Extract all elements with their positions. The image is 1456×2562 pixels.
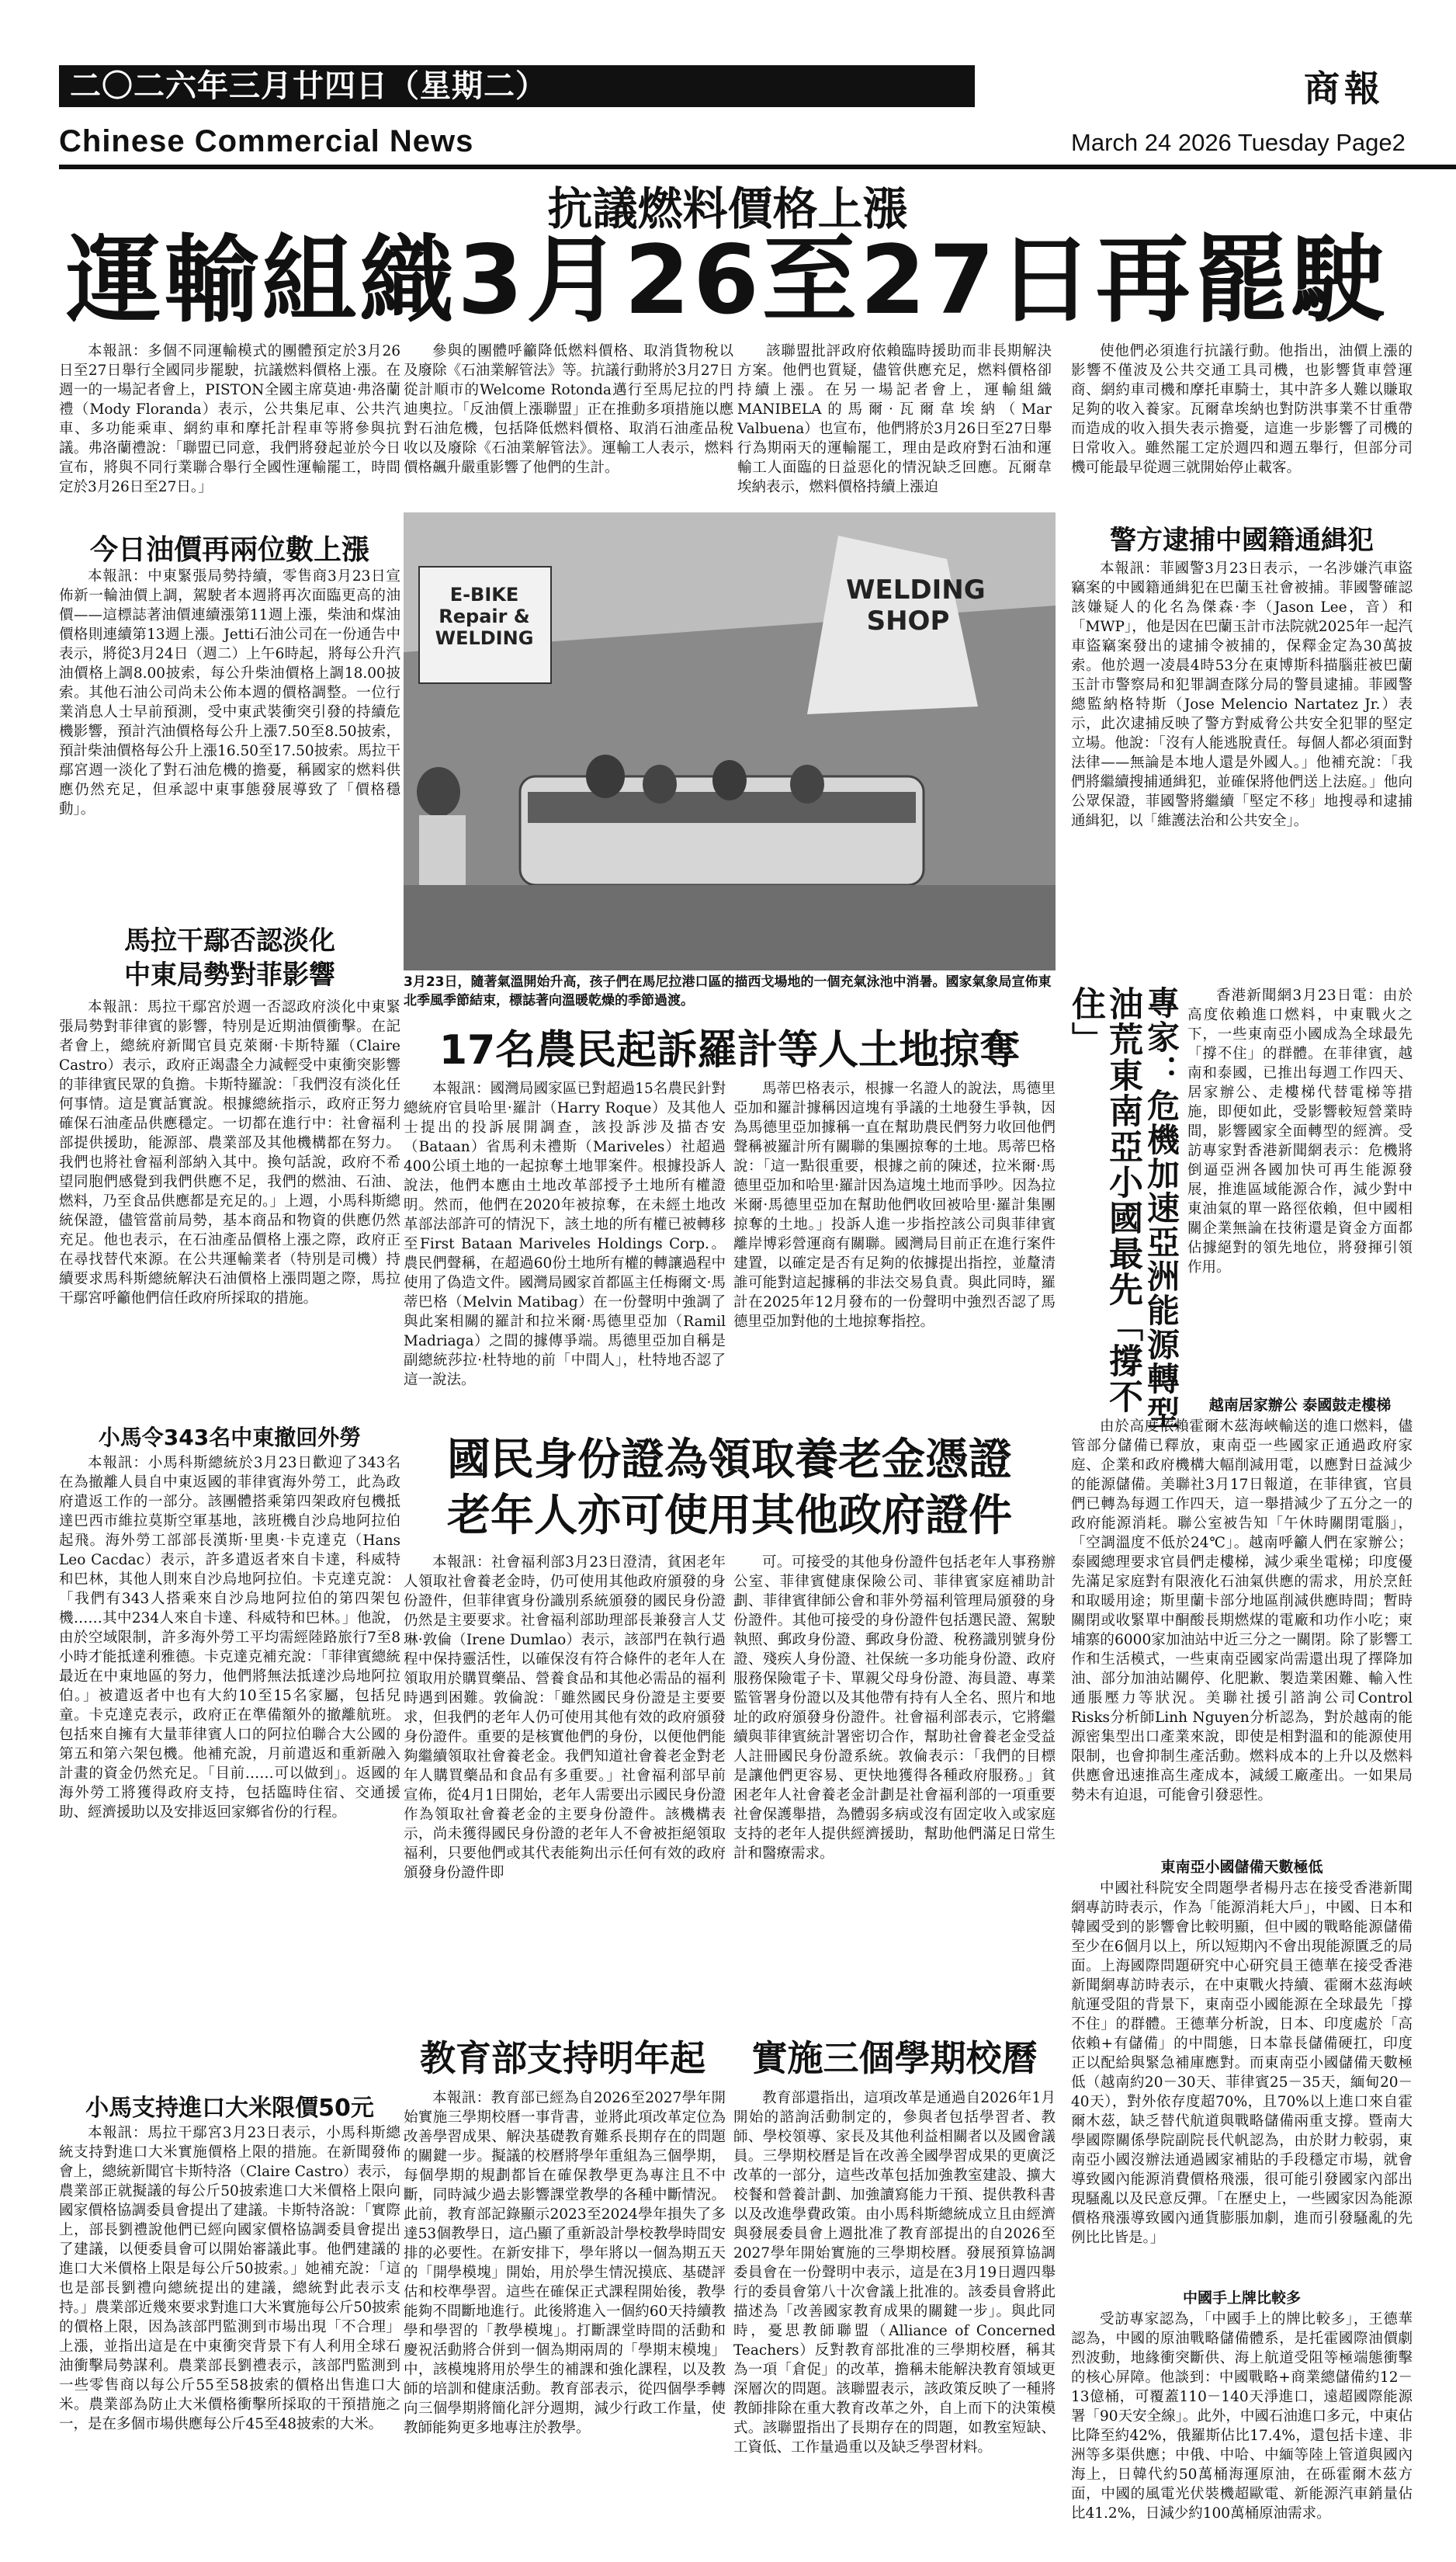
arrest-headline: 警方逮捕中國籍通緝犯 [1110, 525, 1374, 556]
palace-headline [59, 924, 400, 992]
photo-sign-left: E-BIKE Repair & WELDING [435, 584, 534, 649]
news-photo [404, 512, 1056, 970]
dateline-bar: 二〇二六年三月廿四日（星期二） [59, 65, 975, 107]
oil-body: 本報訊：中東緊張局勢持續，零售商3月23日宣佈新一輪油價上調，駕駛者本週將再次面臨更高的油價——這標誌著油價連續漲第11週上漲，柴油和煤油價格則連續第13週上漲。Jetti石油公司在一份通告中表示，將從3月24日（週二）上午6時起，將每公升汽油價格上調8.00披索，每公升柴油價格上調18.00披索。其他石油公司尚未公佈本週的價格調整。一位行業消息人士早前預測，受中東武裝衝突引發的持續危機影響，預計汽油價格每公升上漲7.50至8.50披索，預計柴油價格每公升上漲16.50至17.50披索。馬拉干鄢宮週一淡化了對石油危機的擔憂，稱國家的燃料供應仍然充足，但承認中東事態發展導致了「價格穩動」。 [59, 568, 400, 818]
pension-column-1: 本報訊：社會福利部3月23日澄清，貧困老年人領取社會養老金時，仍可使用其他政府頒發的身份證件，但菲律賓身份識別系統頒發的國民身份證仍然是主要要求。社會福利部助理部長兼發言人艾琳·敦倫（Irene Dumlao）表示，該部門在執行過程中保持靈活性，以確保沒有符合條件的老年人在領取用於購買藥品、營養食品和其他必需品的福利時遇到困難。敦倫說：「雖然國民身份證是主要要求，但我們的老年人仍可使用其他有效的政府頒發身份證件。重要的是核實他們的身份，以便他們能夠繼續領取社會養老金。我們知道社會養老金對老年人購買藥品和食品有多重要。」社會福利部早前宣佈，從4月1日開始，老年人需要出示國民身份證作為領取社會養老金的主要身份證件。該機構表示，尚未獲得國民身份證的老年人不會被拒絕領取福利，只要他們或其代表能夠出示任何有效的政府頒發身份證件即 [404, 1554, 726, 1881]
rice-headline: 小馬支持進口大米限價50元 [85, 2095, 374, 2122]
lead-headline: 運輸組織3月26至27日再罷駛 [66, 225, 1389, 335]
experts-body-1: 由於高度依賴霍爾木茲海峽輸送的進口燃料，儘管部分儲備已釋放，東南亞一些國家正通過政府家庭、企業和政府機構大幅削減用電，以應對日益減少的能源儲備。美聯社3月17日報道，在菲律賓，官員們已轉為每週工作四天，這一舉措減少了五分之一的政府能源消耗。聯公室被告知「午休時關閉電腦」，「空調溫度不低於24℃」。越南呼籲人們在家辦公；泰國總理要求官員們走樓梯，減少乘坐電梯；印度優先滿足家庭對有限液化石油氣供應的需求，用於烹飪和取暖用途；斯里蘭卡部分地區削減供應時間；暫時關閉或收緊單中酮酸長期燃煤的電廠和功作小吃；柬埔寨的6000家加油站中近三分之一關閉。除了影響工作和生活模式，一些東南亞國家尚需還出現了擇降加油、部分加油站關停、化肥歉、製造業困難、輸入性通脹壓力等狀況。美聯社援引諮詢公司Control Risks分析師Linh Nguyen分析認為，對於越南的能源密集型出口產業來說，即使是相對溫和的能源使用限制，也會抑制生產活動。燃料成本的上升以及燃料供應會迅速推高生產成本，減緩工廠產出。一如果局勢未有迫退，可能會引發惡性。 [1071, 1418, 1413, 1803]
pension-headline [404, 1432, 1056, 1544]
school-column-1: 本報訊：教育部已經為自2026至2027學年開始實施三學期校曆一事背書，並將此項改革定位為改善學習成果、解決基礎教育難系長期存在的問題的關鍵一步。擬議的校曆將學年重組為三個學期，每個學期的規劃都旨在確保教學更為專注且不中斷，同時減少過去影響課堂教學的各種中斷情況。此前，教育部記錄顯示2023至2024學年損失了多達53個教學日，這凸顯了重新設計學校教學時間安排的必要性。在新安排下，學年將以一個為期五天的「開學模塊」開始，用於學生情況摸底、基礎評估和校準學習。這些在確保正式課程開始後，教學能夠不間斷地進行。此後將進入一個約60天持續教學和學習的「教學模塊」。打斷課堂時間的活動和慶祝活動將合併到一個為期兩周的「學期末模塊」中，該模塊將用於學生的補課和強化課程，以及教師的培訓和健康活動。教育部表示，從四個學季轉向三個學期將簡化評分週期，減少行政工作量，使教師能夠更多地專注於教學。 [404, 2090, 726, 2436]
school-column-2: 教育部還指出，這項改革是通過自2026年1月開始的諮詢活動制定的，參與者包括學習者、教師、學校領導、家長及其他利益相關者以及國會議員。三學期校曆是旨在改善全國學習成果的更廣泛改革的一部分，這些改革包括加強教室建設、擴大校餐和營養計劃、加強讀寫能力干預、提供教科書以及改進學費政策。由小馬科斯總統成立且由經濟與發展委員會上週批准了教育部提出的自2026至2027學年開始實施的三學期校曆。發展預算協調委員會在一份聲明中表示，這是在3月19日週四舉行的委員會第八十次會議上批准的。該委員會將此描述為「改善國家教育成果的關鍵一步」。與此同時，憂思教師聯盟（Alliance of Concerned Teachers）反對教育部批准的三學期校曆，稱其為一項「倉促」的改革，擔稱未能解決教育領域更深層次的問題。該聯盟表示，該政策反映了一種將教師排除在重大教育改革之外，自上而下的決策模式。該聯盟指出了長期存在的問題，如教室短缺、工資低、工作量過重以及缺乏學習材料。 [733, 2090, 1056, 2456]
farmers-column-1: 本報訊：國灣局國家區已對超過15名農民針對總統府官員哈里·羅計（Harry Roque）及其他人士提出的投訴展開調查，該投訴涉及描杏安（Bataan）省馬利未禮斯（Mariveles）社超過400公頃土地的一起掠奪土地罪案件。根據投訴人說法，他們本應由土地改革部授予土地所有權證明。然而，他們在2020年被掠奪，在未經土地改革部法部許可的情況下，該土地的所有權已被轉移至First Bataan Mariveles Holdings Corp.。農民們聲稱，在超過60份土地所有權的轉讓過程中使用了偽造文件。國灣局國家首都區主任梅爾文·馬蒂巴格（Melvin Matibag）在一份聲明中強調了與此案相關的羅計和拉米爾·馬德里亞加（Ramil Madriaga）之間的據傳爭端。馬德里亞加自稱是副總統莎拉·杜特地的前「中間人」，杜特地否認了這一說法。 [404, 1081, 726, 1388]
palace-body: 本報訊：馬拉干鄢宮於週一否認政府淡化中東緊張局勢對菲律賓的影響，特別是近期油價衝擊。在記者會上，總統府新聞官員克萊爾·卡斯特羅（Claire Castro）表示，政府正竭盡全力減輕受中東衝突影響的菲律賓民眾的負擔。卡斯特羅說：「我們沒有淡化任何事情。這是實話實說。根據總統指示，政府正努力確保石油產品供應穩定。一切都在進行中：社會福利部提供援助，能源部、農業部及其他機構都在努力。我們也將社會福利部納入其中。換句話說，政府不希望同胞們感覺到我們供應不足，我們的燃油、石油、燃料，乃至食品供應都是充足的。」上週，小馬科斯總統保證，儘管當前局勢，基本商品和物資的供應仍然充足。他也表示，在石油產品價格上漲之際，政府正在尋找替代來源。在公共運輸業者（特別是司機）持續要求馬科斯總統解決石油價格上漲問題之際，馬拉干鄢宮呼籲他們信任政府所採取的措施。 [59, 999, 400, 1307]
palace-headline-line-1: 馬拉干鄢否認淡化 [124, 925, 335, 956]
brand-logo: 商報 [1304, 68, 1385, 109]
lead-kicker: 抗議燃料價格上漲 [547, 182, 908, 235]
oil-headline: 今日油價再兩位數上漲 [89, 534, 369, 566]
experts-body-3: 受訪專家認為，「中國手上的牌比較多」，王德華認為，中國的原油戰略儲備體系，是托霍國際油價劇烈波動，地緣衝突斷供、海上航道受阻等極端態衝擊的核心屏障。他談到：中國戰略+商業總儲備約12－13億桶，可覆蓋110－140天淨進口，遠超國際能源署「90天安全線」。此外，中國石油進口多元，中東佔比降至約42%，俄羅斯佔比17.4%，還包括卡達、非洲等多渠供應；中俄、中哈、中緬等陸上管道與國內海上，日韓代約50萬桶海運原油，在砾霍爾木茲方面，中國的風電光伏裝機超歐電、新能源汽車銷量佔比41.2%，日減少約100萬桶原油需求。 [1071, 2311, 1413, 2522]
lead-column-3: 該聯盟批評政府依賴臨時援助而非長期解決方案。他們也質疑，儘管供應充足，燃料價格卻持續上漲。在另一場記者會上，運輸組織MANIBELA的馬爾·瓦爾韋埃納（Mar Valbuena）也宣布，他們將於3月26日至27日舉行為期兩天的運輸罷工，理由是政府對石油和運輸工人面臨的日益惡化的情況缺乏回應。瓦爾韋埃納表示，燃料價格持續上漲迫 [737, 343, 1052, 495]
page-info: March 24 2026 Tuesday Page2 [1071, 129, 1406, 156]
experts-title-vertical-2: 專家：危機加速亞洲能源轉型 [1142, 986, 1180, 1430]
experts-subheading-3: 中國手上牌比較多 [1182, 2289, 1301, 2307]
pension-column-2: 可。可接受的其他身份證件包括老年人事務辦公室、菲律賓健康保險公司、菲律賓家庭補助計劃、菲律賓律師公會和菲外勞福利管理局頒發的身份證件。其他可接受的身份證件包括選民證、駕駛執照、郵政身份證、郵政身份證、稅務識別號身份證、殘疾人身份證、社保統一多功能身份證、政府服務保險電子卡、單親父母身份證、海員證、專業監管署身份證以及其他帶有持有人全名、照片和地址的政府頒發身份證件。社會福利部表示，它將繼續與菲律賓統計署密切合作，幫助社會養老金受益人註冊國民身份證系統。敦倫表示：「我們的目標是讓他們更容易、更快地獲得各種政府服務。」貧困老年人社會養老金計劃是社會福利部的一項重要社會保護舉措，為體弱多病或沒有固定收入或家庭支持的老年人提供經濟援助，幫助他們滿足日常生計和醫療需求。 [733, 1554, 1056, 1862]
lead-column-4: 使他們必須進行抗議行動。他指出，油價上漲的影響不僅波及公共交通工具司機，也影響貨車營運商、網約車司機和摩托車騎士，其中許多人難以賺取足夠的收入養家。瓦爾韋埃納也對防洪事業不甘重帶而造成的收入損失表示擔憂，這進一步影響了司機的日常收入。雖然罷工定於週四和週五舉行，但部分司機可能最早從週三就開始停止載客。 [1071, 343, 1413, 476]
photo-sign-right: WELDING SHOP [846, 575, 986, 637]
palace-headline-line-2: 中東局勢對菲影響 [124, 960, 335, 991]
pension-headline-line-1: 國民身份證為領取養老金憑證 [447, 1435, 1012, 1485]
school-headline-left: 教育部支持明年起 [420, 2037, 705, 2079]
school-headline-right: 實施三個學期校曆 [751, 2037, 1038, 2079]
experts-subheading-1: 越南居家辦公 泰國鼓走樓梯 [1208, 1397, 1392, 1414]
pension-headline-line-2: 老年人亦可使用其他政府證件 [447, 1491, 1012, 1541]
rice-body: 本報訊：馬拉干鄢宮3月23日表示，小馬科斯總統支持對進口大米實施價格上限的措施。在新聞發佈會上，總統新聞官卡斯特洛（Claire Castro）表示，農業部正就擬議的每公斤50披索進口大米價格上限向國家價格協調委員會提出了建議。卡斯特洛說：「實際上，部長劉禮說他們已經向國家價格協調委員會提出了建議，以便委員會可以開始審議此事。他們建議的進口大米價格上限是每公斤50披索。」她補充說：「這也是部長劉禮向總統提出的建議，總統對此表示支持。」農業部近幾來要求對進口大米實施每公斤50披索的價格上限，因為該部門監測到市場出現「不合理」上漲，並指出這是在中東衝突背景下有人利用全球石油衝擊局勢謀利。農業部長劉禮表示，該部門監測到一些零售商以每公斤55至58披索的價格出售進口大米。農業部為防止大米價格衝擊所採取的干預措施之一，是在多個市場供應每公斤45至48披索的大米。 [59, 2125, 400, 2432]
lead-column-2: 參與的團體呼籲降低燃料價格、取消貨物稅以及廢除《石油業解管法》等。抗議行動將於3月27日從計順市的Welcome Rotonda邁行至馬尼拉的門迪奧拉。「反油價上漲聯盟」正在推動多項措施以應對石油危機，包括降低燃料價格、取消石油產品稅收以及廢除《石油業解管法》。運輸工人表示，燃料價格飆升嚴重影響了他們的生計。 [404, 343, 733, 476]
experts-intro: 香港新聞網3月23日電：由於高度依賴進口燃料，中東戰火之下，一些東南亞小國成為全球最先「撐不住」的群體。在菲律賓，越南和泰國，已推出每週工作四天、居家辦公、走樓梯代替電梯等措施，即便如此，受影響較短營業時間，影響國家全面轉型的經濟。受訪專家對香港新聞網表示：危機將倒逼亞洲各國加快可再生能源發展，推進區域能源合作，減少對中東油氣的單一路徑依賴，但中國相關企業無論在技術還是資金方面都佔據絕對的領先地位，將發揮引領作用。 [1187, 988, 1413, 1276]
farmers-column-2: 馬蒂巴格表示，根據一名證人的說法，馬德里亞加和羅計據稱因這塊有爭議的土地發生爭執，因為馬德里亞加據稱一直在幫助農民們努力收回他們聲稱被羅計所有關聯的集團掠奪的土地。馬蒂巴格說：「這一點很重要，根據之前的陳述，拉米爾·馬德里亞加和哈里·羅計因為這塊土地而爭吵。因為拉米爾·馬德里亞加在幫助他們收回被哈里·羅計集團掠奪的土地。」投訴人進一步指控該公司與菲律賓離岸博彩營運商有關聯。國灣局目前正在進行案件建置，以確定是否有足夠的依據提出指控，並釐清誰可能對這起據稱的非法交易負責。與此同時，羅計在2025年12月發布的一份聲明中強烈否認了馬德里亞加對他的土地掠奪指控。 [733, 1081, 1056, 1330]
repatriation-headline: 小馬令343名中東撤回外勞 [98, 1425, 362, 1450]
experts-body-2: 中國社科院安全問題學者楊丹志在接受香港新聞網專訪時表示，作為「能源消耗大戶」，中國、日本和韓國受到的影響會比較明顯，但中國的戰略能源儲備至少在6個月以上，所以短期內不會出現能源匱乏的局面。上海國際問題研究中心研究員王德華在接受香港新聞網專訪時表示，在中東戰火持續、霍爾木茲海峽航運受阻的背景下，東南亞小國能源在全球最先「撐不住」的群體。王德華分析說，日本、印度處於「高依賴+有儲備」的中間態，日本靠長儲備硬扛，印度正以配給與緊急補庫應對。而東南亞小國儲備天數極低（越南約20－30天、菲律賓25－35天，緬甸20－40天），對外依存度超70%，且70%以上進口來自霍爾木茲，缺乏替代航道與戰略儲備兩重支撐。暨南大學國際關係學院副院長代帆認為，由於財力較弱，東南亞小國沒辦法通過國家補貼的手段穩定市場，就會導致國內能源消費價格飛漲，很可能引發國家內部出現騷亂以及民意反彈。「在歷史上，一些國家因為能源價格飛漲導致國內通貨膨脹加劇，進而引發騷亂的先例比比皆是。」 [1071, 1880, 1413, 2246]
masthead-rule [59, 165, 1456, 169]
arrest-body: 本報訊：菲國警3月23日表示，一名涉嫌汽車盜竊案的中國籍通緝犯在巴蘭玉社會被捕。菲國警確認該嫌疑人的化名為傑森·李（Jason Lee，音）和「MWP」，他是因在巴蘭玉計市法院就2025年一起汽車盜竊案發出的逮捕令被捕的，保釋金定為30萬披索。他於週一凌晨4時53分在東博斯科描腦莊被巴蘭玉計市警察局和犯罪調查隊分局的警員逮捕。菲國警總監納格特斯（Jose Melencio Nartatez Jr.）表示，此次逮捕反映了警方對威脅公共安全犯罪的堅定立場。他說：「沒有人能逃脫責任。每個人都必須面對法律——無論是本地人還是外國人。」他補充說：「我們將繼續搜捕通緝犯，並確保將他們送上法庭。」他向公眾保證，菲國警將繼續「堅定不移」地搜尋和逮捕通緝犯，以「維護法治和公共安全」。 [1071, 561, 1413, 829]
lead-column-1: 本報訊：多個不同運輸模式的團體預定於3月26日至27日舉行全國同步罷駛，抗議燃料價格上漲。在週一的一場記者會上，PISTON全國主席莫迪·弗洛蘭禮（Mody Floranda）表示，公共集尼車、公共汽車、多功能乘車、網約車和摩托計程車等將參與抗議。弗洛蘭禮說：「聯盟已同意，我們將發起並於今日宣布，將與不同行業聯合舉行全國性運輸罷工，時間定於3月26日至27日。」 [59, 343, 400, 495]
masthead-title: Chinese Commercial News [59, 124, 474, 158]
repatriation-body: 本報訊：小馬科斯總統於3月23日歡迎了343名在為撤離人員自中東返國的菲律賓海外勞工，此為政府遣返工作的一部分。該團體搭乘第四架政府包機抵達巴西市維拉莫斯空軍基地，該班機自沙烏地阿拉伯起飛。海外勞工部部長漢斯·里奧·卡克達克（Hans Leo Cacdac）表示，許多遣返者來自卡達，科威特和巴林，其他人則來自沙烏地阿拉伯。卡克達克說：「我們有343人搭乘來自沙烏地阿拉伯的第四架包機……其中234人來自卡達、科威特和巴林。」他說，由於空域限制，許多海外勞工平均需經陸路旅行7至8小時才能抵達利雅德。卡克達克補充說：「菲律賓總統最近在中東地區的努力，他們將無法抵達沙烏地阿拉伯。」被遣返者中也有大約10至15名家屬，包括兒童。卡克達克表示，政府正在準備額外的撤離航班。包括來自擁有大量菲律賓人口的阿拉伯聯合大公國的第五和第六架包機。他補充說，月前遣返和重新融入計畫的資金仍然充足。「目前……可以做到」。返國的海外勞工將獲得政府支持，包括臨時住宿、交通援助、經濟援助以及安排返回家鄉省份的行程。 [59, 1455, 400, 1821]
farmers-headline: 17名農民起訴羅計等人土地掠奪 [439, 1027, 1021, 1074]
experts-title-vertical-1: 油荒東南亞小國最先「撐不住」 [1066, 986, 1142, 1415]
photo-caption: 3月23日，隨著氣溫開始升高，孩子們在馬尼拉港口區的描西戈場地的一個充氣泳池中消暑。國家氣象局宣佈東北季風季節結束，標誌著向溫暖乾燥的季節過渡。 [404, 974, 1052, 1008]
experts-subheading-2: 東南亞小國儲備天數極低 [1160, 1859, 1323, 1876]
